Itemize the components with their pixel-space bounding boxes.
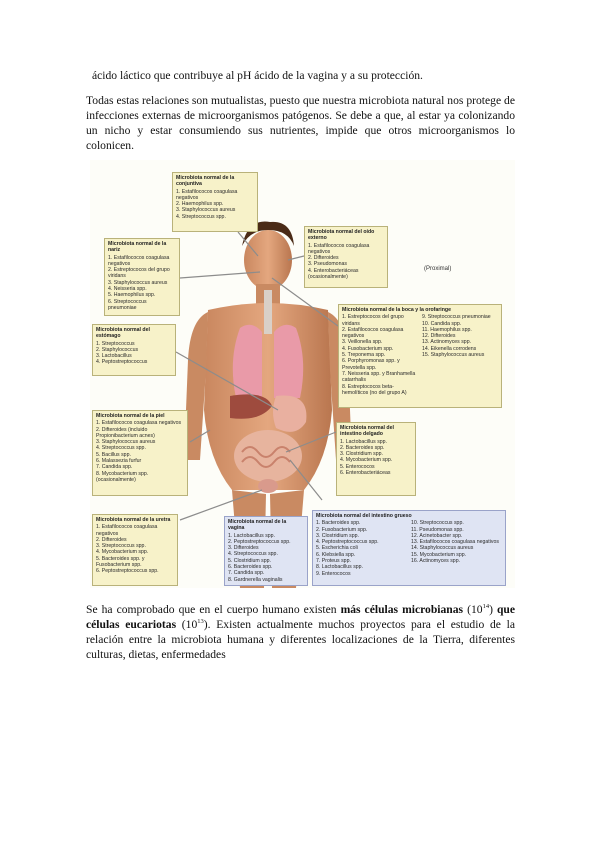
box-boca-title: Microbiota normal de la boca y la orofaringe bbox=[342, 307, 451, 313]
box-estomago-items: 1. Streptococcus 2. Staphylococcus 3. Lactobacillus 4. Peptostreptococcus bbox=[96, 340, 148, 366]
box-oido-title: Microbiota normal del oído externo bbox=[308, 229, 375, 242]
p3-bold-2: que células eucariotas bbox=[86, 603, 516, 631]
box-nariz-title: Microbiota normal de la nariz bbox=[108, 241, 167, 254]
box-oido-items: 1. Estafilococos coagulasa negativos 2. Difteroides 3. Pseudomonas 4. Enterobacteriáceas (ocasionalmente) bbox=[308, 242, 370, 281]
box-vagina-items: 1. Lactobacillus spp. 2. Peptostreptococcus spp. 3. Difteroides 4. Streptococcus spp. 5. Clostridium spp. 6. Bacteroides spp. 7. Candida spp. 8. Gardnerella vaginalis bbox=[228, 532, 291, 583]
box-estomago-title: Microbiota normal del estómago bbox=[96, 327, 150, 340]
box-piel-items: 1. Estafilococos coagulasa negativos 2. Difteroides (incluido Propionibacterium acnes) 3. Staphylococcus aureus 4. Streptococcus spp. 5. Bacillus spp. 6. Malassezia furfur 7. Candida spp. 8. Mycobacterium spp. (ocasionalmente) bbox=[96, 420, 182, 483]
paragraph-mutualism: Todas estas relaciones son mutualistas, puesto que nuestra microbiota natural nos protege de infecciones externas de microorganismos patógenos. Se debe a que, al estar ya colonizando un nicho y estar consumiendo sus nutrientes, impide que otros microorganismos lo colonicen. bbox=[86, 94, 515, 152]
p3-exponent-1: 14 bbox=[482, 603, 490, 611]
p3-text-2: (10 bbox=[463, 603, 483, 616]
microbiota-figure bbox=[90, 160, 515, 588]
box-piel-title: Microbiota normal de la piel bbox=[96, 413, 165, 419]
box-grueso-col2: 10. Streptococcus spp. 11. Pseudomonas spp. 12. Acinetobacter spp. 13. Estafilococos coagulasa negativos 14. Staphylococcus aureus 15. Mycobacterium spp. 16. Actinomyces spp. bbox=[411, 520, 499, 565]
box-oido bbox=[304, 226, 388, 288]
box-grueso bbox=[312, 510, 506, 586]
box-conjuntiva bbox=[172, 172, 258, 232]
head-shape bbox=[244, 230, 292, 290]
box-delgado-items: 1. Lactobacillus spp. 2. Bacteroides spp. 3. Clostridium spp. 4. Mycobacterium spp. 5. Enterococos 6. Enterobacteriáceas bbox=[340, 438, 393, 477]
box-boca-col1: 1. Estreptococos del grupo viridans 2. Estafilococos coagulasa negativos 3. Veillonella spp. 4. Fusobacterium spp. 5. Treponema spp. 6. Porphyromonas spp. y Prevotella spp. 7. Neisseria spp. y Branhamella catarrhalis 8. Estreptococos beta-hemolíticos (no del grupo A) bbox=[342, 314, 416, 396]
proximal-tag: (Proximal) bbox=[424, 266, 452, 272]
box-conjuntiva-items: 1. Estafilococos coagulasa negativos 2. Haemophilus spp. 3. Staphylococcus aureus 4. Streptococcus spp. bbox=[176, 188, 238, 220]
trachea-shape bbox=[264, 290, 272, 334]
p3-text-5: ). Existen actualmente muchos proyectos para el estudio de la relación entre la microbiota humana y diferentes localizaciones de la Tierra, diferentes culturas, dietas, enfermedades bbox=[86, 618, 515, 661]
box-nariz bbox=[104, 238, 180, 316]
p3-bold-1: más células microbianas bbox=[340, 603, 464, 616]
p3-exponent-2: 13 bbox=[197, 618, 204, 626]
box-nariz-items: 1. Estafilococos coagulasa negativos 2. Estreptococos del grupo viridans 3. Staphylococcus aureus 4. Neisseria spp. 5. Haemophilus spp. 6. Streptococcus pneumoniae bbox=[108, 254, 170, 311]
box-vagina-title: Microbiota normal de la vagina bbox=[228, 519, 287, 532]
box-vagina bbox=[224, 516, 308, 586]
box-uretra-title: Microbiota normal de la uretra bbox=[96, 517, 171, 523]
p3-text-1: Se ha comprobado que en el cuerpo humano existen bbox=[86, 603, 341, 616]
box-estomago bbox=[92, 324, 176, 376]
box-boca bbox=[338, 304, 502, 408]
box-uretra bbox=[92, 514, 178, 586]
paragraph-cell-counts bbox=[86, 602, 515, 662]
box-uretra-items: 1. Estafilococos coagulasa negativos 2. Difteroides 3. Streptococcus spp. 4. Mycobacterium spp. 5. Bacteroides spp. y Fusobacterium spp. 6. Peptostreptococcus spp. bbox=[96, 524, 159, 575]
paragraph-lactic-acid: ácido láctico que contribuye al pH ácido de la vagina y a su protección. bbox=[92, 69, 423, 82]
box-grueso-title: Microbiota normal del intestino grueso bbox=[316, 513, 412, 519]
box-boca-col2: 9. Streptococcus pneumoniae 10. Candida spp. 11. Haemophilus spp. 12. Difteroides 13. Actinomyces spp. 14. Eikenella corrodens 15. Staphylococcus aureus bbox=[422, 314, 491, 359]
p3-text-4: (10 bbox=[176, 618, 198, 631]
p3-text-3: ) bbox=[489, 603, 497, 616]
box-delgado bbox=[336, 422, 416, 496]
box-grueso-col1: 1. Bacteroides spp. 2. Fusobacterium spp. 3. Clostridium spp. 4. Peptostreptococcus spp. 5. Escherichia coli 6. Klebsiella spp. 7. Proteus spp. 8. Lactobacillus spp. 9. Enterococos bbox=[316, 520, 379, 577]
box-conjuntiva-title: Microbiota normal de la conjuntiva bbox=[176, 175, 235, 188]
box-piel bbox=[92, 410, 188, 496]
box-delgado-title: Microbiota normal del intestino delgado bbox=[340, 425, 394, 438]
